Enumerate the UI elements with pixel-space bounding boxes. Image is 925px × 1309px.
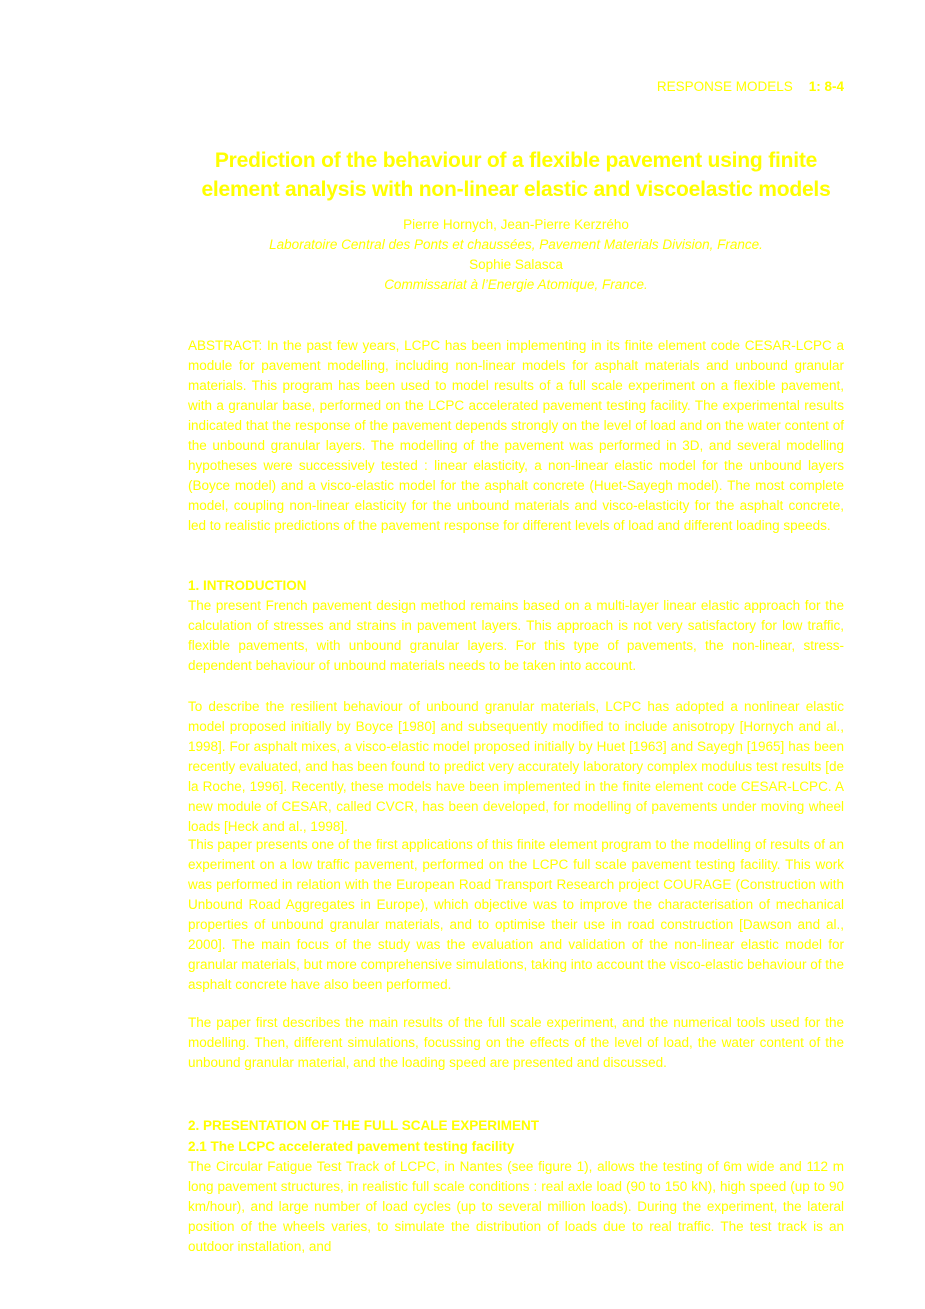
section-1-paragraph: To describe the resilient behaviour of unbound granular materials, LCPC has adopted a nonlinear elastic model proposed initially by Boyce [1980] and subsequently modified to include anisotropy [Hornych and al., 1998]. For asphalt mixes, a visco-elastic model proposed initially by Huet [1963] and Sayegh [1965] has been recently evaluated, and has been found to predict very accurately laboratory complex modulus test results [de la Roche, 1996]. Recently, these models have been implemented in the finite element code CESAR-LCPC. A new module of CESAR, called CVCR, has been developed, for modelling of pavements under moving wheel loads [Heck and al., 1998]. xyxy=(188,699,844,834)
author-affiliation-line: Laboratoire Central des Ponts et chaussées, Pavement Materials Division, France. xyxy=(269,237,763,252)
author-names-line: Sophie Salasca xyxy=(469,257,563,272)
author-names-line: Pierre Hornych, Jean-Pierre Kerzrého xyxy=(403,217,629,232)
abstract-paragraph: ABSTRACT: In the past few years, LCPC has been implementing in its finite element code CESAR-LCPC a module for pavement modelling, including non-linear models for asphalt materials and unbound granular materials. This program has been used to model results of a full scale experiment on a flexible pavement, with a granular base, performed on the LCPC accelerated pavement testing facility. The experimental results indicated that the response of the pavement depends strongly on the level of load and on the water content of the unbound granular layers. The modelling of the pavement was performed in 3D, and several modelling hypotheses were successively tested : linear elasticity, a non-linear elastic model for the unbound layers (Boyce model) and a visco-elastic model for the asphalt concrete (Huet-Sayegh model). The most complete model, coupling non-linear elasticity for the unbound materials and visco-elasticity for the asphalt concrete, led to realistic predictions of the pavement response for different levels of load and different loading speeds. xyxy=(188,338,844,533)
author-affiliation-line: Commissariat à l’Energie Atomique, France. xyxy=(384,277,648,292)
section-2-heading: 2. PRESENTATION OF THE FULL SCALE EXPERIMENT xyxy=(188,1118,540,1133)
section-1-paragraph: The paper first describes the main results of the full scale experiment, and the numerical tools used for the modelling. Then, different simulations, focussing on the effects of the level of load, the water content of the unbound granular material, and the loading speed are presented and discussed. xyxy=(188,1015,844,1070)
page-header xyxy=(188,79,844,94)
paper-title xyxy=(188,146,844,204)
section-1-heading: 1. INTRODUCTION xyxy=(188,578,307,593)
author-block xyxy=(188,215,844,295)
paper-title-line-2: element analysis with non-linear elastic and viscoelastic models xyxy=(201,178,831,201)
section-2-1-subheading: 2.1 The LCPC accelerated pavement testing facility xyxy=(188,1139,515,1154)
section-1-paragraph: This paper presents one of the first applications of this finite element program to the modelling of results of an experiment on a low traffic pavement, performed on the LCPC full scale pavement testing facility. This work was performed in relation with the European Road Transport Research project COURAGE (Construction with Unbound Road Aggregates in Europe), which objective was to improve the characterisation of mechanical properties of unbound granular materials, and to optimise their use in road construction [Dawson and al., 2000]. The main focus of the study was the evaluation and validation of the non-linear elastic model for granular materials, but more comprehensive simulations, taking into account the visco-elastic behaviour of the asphalt concrete have also been performed. xyxy=(188,837,844,992)
running-title: RESPONSE MODELS xyxy=(656,79,793,94)
section-1-paragraph: The present French pavement design method remains based on a multi-layer linear elastic approach for the calculation of stresses and strains in pavement layers. This approach is not very satisfactory for low traffic, flexible pavements, with unbound granular layers. For this type of pavements, the non-linear, stress-dependent behaviour of unbound materials needs to be taken into account. xyxy=(188,598,844,673)
section-2-paragraph: The Circular Fatigue Test Track of LCPC, in Nantes (see figure 1), allows the testing of 6m wide and 112 m long pavement structures, in realistic full scale conditions : real axle load (90 to 150 kN), high speed (up to 90 km/hour), and large number of load cycles (up to several million loads). During the experiment, the lateral position of the wheels varies, to simulate the distribution of loads due to real traffic. The test track is an outdoor installation, and xyxy=(188,1159,844,1254)
page-reference: 1: 8-4 xyxy=(808,79,844,94)
paper-title-line-1: Prediction of the behaviour of a flexible pavement using finite xyxy=(214,149,818,172)
